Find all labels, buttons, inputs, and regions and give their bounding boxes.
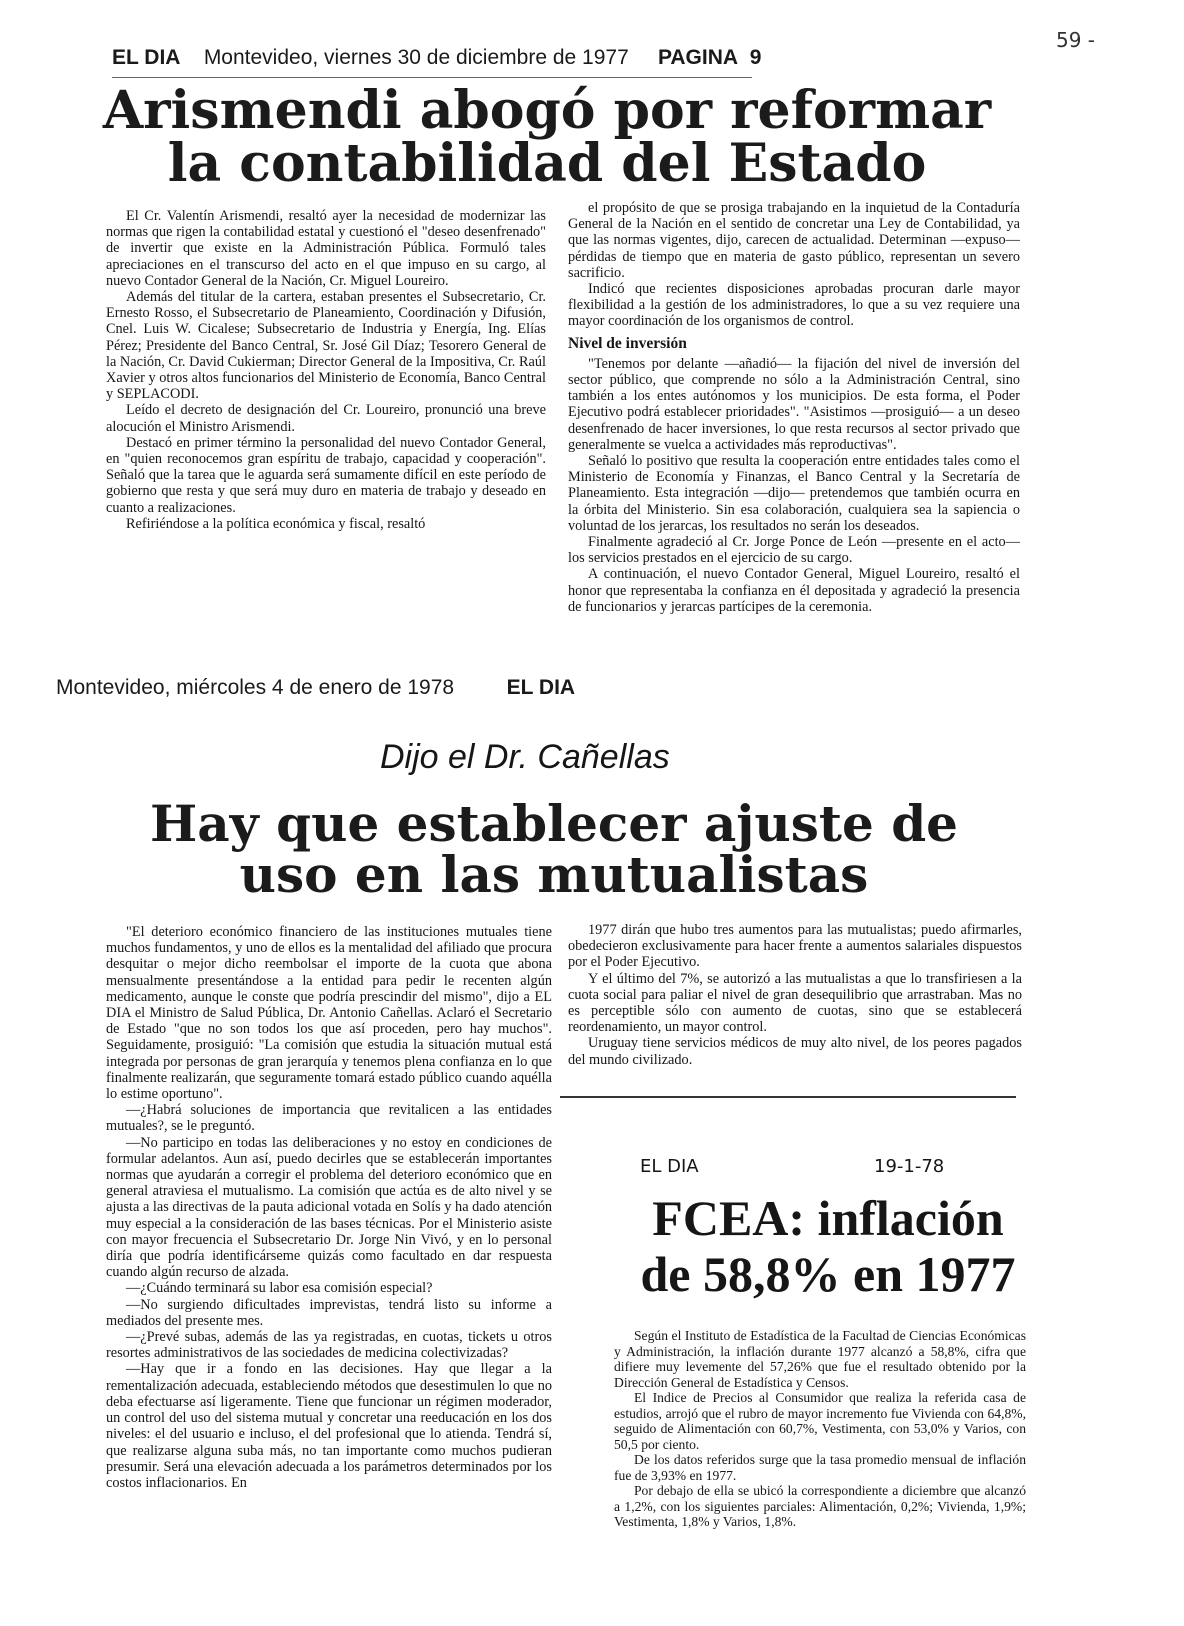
handwritten-date: 19-1-78 bbox=[874, 1156, 945, 1177]
article3-body bbox=[614, 1328, 1026, 1576]
paragraph: Uruguay tiene servicios médicos de muy alto nivel, de los peores pagados del mundo civilizado. bbox=[568, 1035, 1022, 1068]
page-label: PAGINA bbox=[657, 46, 739, 69]
handwritten-note bbox=[640, 1156, 1020, 1177]
paragraph: —¿Habrá soluciones de importancia que revitalicen a las entidades mutuales?, se le preguntó. bbox=[106, 1102, 552, 1135]
paragraph: Señaló lo positivo que resulta la cooperación entre entidades tales como el Ministerio de Economía y Finanzas, el Banco Central y la Secretaría de Planeamiento. Esta integración —dijo— pretendemos que también ocurra en la órbita del Ministerio. Sin esa colaboración, cualquiera sea la sapiencia o voluntad de los jerarcas, los resultados no serán los deseados. bbox=[568, 453, 1020, 534]
paragraph: —No participo en todas las deliberaciones y no estoy en condiciones de formular adelantos. Aun así, puedo decirles que se establecerán importantes normas que ayudarán a corregir el problema del deterioro económico que en general atraviesa el mutualismo. La comisión que actúa es de alto nivel y se ajusta a las directivas de la pauta adicional votada en Solís y ha dado atención muy especial a la consideración de las bases técnicas. Por el Ministerio asiste con mayor frecuencia el Subsecretario Dr. Jorge Nin Vivó, y en lo personal diría que podría identificárseme quizás como facultado en dar respuesta cuando algún recurso de alzada. bbox=[106, 1134, 552, 1281]
paragraph: Finalmente agradeció al Cr. Jorge Ponce de León —presente en el acto— los servicios prestados en el ejercicio de su cargo. bbox=[568, 534, 1020, 567]
paragraph: Destacó en primer término la personalidad del nuevo Contador General, en "quien reconocemos gran espíritu de trabajo, capacidad y cooperación". Señaló que la tarea que le aguarda será sumamente difícil en este período de gobierno que resta y que será muy duro en materia de trabajo y deseado en cuanto a realizaciones. bbox=[106, 434, 546, 516]
paragraph: Refiriéndose a la política económica y fiscal, resaltó bbox=[126, 515, 426, 532]
article1-right-column bbox=[568, 200, 1020, 726]
paragraph: Por debajo de ella se ubicó la correspondiente a diciembre que alcanzó a 1,2%, con los siguientes parciales: Alimentación, 0,2%; Vivienda, 1,9%; Vestimenta, 1,8% y Varios, 1,8%. bbox=[614, 1483, 1026, 1529]
paragraph: El Cr. Valentín Arismendi, resaltó ayer la necesidad de modernizar las normas que rigen la contabilidad estatal y cuestionó el "deseo desenfrenado" de invertir que existe en la Administración Pública. Formuló tales apreciaciones en el transcurso del acto en el que impuso en su cargo, al nuevo Contador General de la Nación, Cr. Miguel Loureiro. bbox=[106, 208, 546, 289]
article2-headline: Hay que establecer ajuste de uso en las mutualistas bbox=[150, 794, 958, 904]
article3-headline: FCEA: inflación de 58,8% en 1977 bbox=[640, 1190, 1016, 1302]
paper-name: EL DIA bbox=[112, 46, 181, 69]
article2-header bbox=[56, 676, 576, 700]
article1-left-column bbox=[106, 208, 546, 588]
paragraph: De los datos referidos surge que la tasa promedio mensual de inflación fue de 3,93% en 1977. bbox=[614, 1452, 1026, 1483]
paper-name: EL DIA bbox=[506, 676, 576, 699]
header-rule bbox=[112, 77, 752, 78]
article1-header bbox=[112, 46, 762, 70]
paragraph: el propósito de que se prosiga trabajando en la inquietud de la Contaduría General de la Nación en el sentido de concretar una Ley de Contabilidad, ya que las normas vigentes, dijo, carecen de actualidad. Determinan —expuso— pérdidas de tiempo que en materia de gasto público, representan un severo sacrificio. bbox=[568, 200, 1020, 281]
paragraph: —Hay que ir a fondo en las decisiones. Hay que llegar a la rementalización adecuada, estableciendo métodos que desestimulen lo que no deba efectuarse así ligeramente. Tiene que funcionar un régimen moderador, un control del uso del sistema mutual y concretar una reeducación en los dos niveles: el del usuario e incluso, el del profesional que lo atienda. Tendrá sí, que realizarse alguna suba más, no tan importante como muchos pudieran presumir. Será una elevación adecuada a los parámetros determinados por los costos inflacionarios. En bbox=[106, 1361, 552, 1491]
article1-headline: Arismendi abogó por reformar la contabilidad del Estado bbox=[102, 80, 992, 195]
paragraph: 1977 dirán que hubo tres aumentos para las mutualistas; puedo afirmarles, obedecieron exclusivamente para hacer frente a aumentos salariales dispuestos por el Poder Ejecutivo. bbox=[568, 922, 1022, 971]
paragraph: Y el último del 7%, se autorizó a las mutualistas a que lo transfiriesen a la cuota social para paliar el nivel de gran desequilibrio que arrastraban. Mas no es perceptible sólo con aumento de cuotas, sino que se establecerá reordenamiento, un mayor control. bbox=[568, 970, 1022, 1036]
subheading: Nivel de inversión bbox=[568, 334, 687, 352]
paragraph: "Tenemos por delante —añadió— la fijación del nivel de inversión del sector público, que comprende no sólo a la Administración Central, sino también a los entes autónomos y los municipios. De esta forma, el Poder Ejecutivo podrá establecer prioridades". "Asistimos —prosiguió— a un deseo desenfrenado de hacer inversiones, lo que resta recursos al sector privado que generalmente se vuelca a actividades más reproductivas". bbox=[568, 355, 1020, 453]
paragraph: Además del titular de la cartera, estaban presentes el Subsecretario, Cr. Ernesto Rosso, el Subsecretario de Planeamiento, Coordinación y Difusión, Cnel. Luis W. Cicalese; Subsecretario de Industria y Energía, Ing. Elías Pérez; Presidente del Banco Central, Sr. José Gil Díaz; Tesorero General de la Nación, Cr. David Cukierman; Director General de la Impositiva, Cr. Raúl Xavier y otros altos funcionarios del Ministerio de Economía, Banco Central y SEPLACODI. bbox=[106, 289, 546, 403]
page-number: 59 - bbox=[1056, 28, 1096, 52]
handwritten-paper: EL DIA bbox=[640, 1156, 699, 1177]
paragraph: Leído el decreto de designación del Cr. Loureiro, pronunció una breve alocución el Ministro Arismendi. bbox=[106, 402, 546, 435]
paragraph: A continuación, el nuevo Contador General, Miguel Loureiro, resaltó el honor que representaba la confianza en él depositada y agradeció la presencia de funcionarios y jerarcas partícipes de la ceremonia. bbox=[568, 566, 1020, 615]
article2-end-rule bbox=[560, 1096, 1016, 1098]
article2-kicker: Dijo el Dr. Cañellas bbox=[380, 738, 670, 776]
paragraph: —No surgiendo dificultades imprevistas, tendrá listo su informe a mediados del presente mes. bbox=[106, 1296, 552, 1329]
dateline: Montevideo, miércoles 4 de enero de 1978 bbox=[56, 676, 455, 699]
dateline: Montevideo, viernes 30 de diciembre de 1977 bbox=[203, 46, 629, 69]
paragraph: "El deterioro económico financiero de las instituciones mutuales tiene muchos fundamentos, y uno de ellos es la mentalidad del afiliado que procura desquitar o mejor dicho reembolsar el importe de la cuota que abona mensualmente presentándose a la entidad para pedir le recenten algún medicamento, aunque le conste que podría prescindir del mismo", dijo a EL DIA el Ministro de Salud Pública, Dr. Antonio Cañellas. Aclaró el Secretario de Estado "que no son todos los que así proceden, pero hay muchos". Seguidamente, prosiguió: "La comisión que estudia la situación mutual está integrada por personas de gran jerarquía y tenemos plena confianza en lo que finalmente realizarán, que seguramente tomará estado público cuando aquélla lo estime oportuno". bbox=[106, 924, 552, 1103]
paragraph: Indicó que recientes disposiciones aprobadas procuran darle mayor flexibilidad a la gestión de los administradores, lo que a su vez requiere una mayor coordinación de los organismos de control. bbox=[568, 281, 1020, 330]
paragraph: Según el Instituto de Estadística de la Facultad de Ciencias Económicas y Administración, la inflación durante 1977 alcanzó a 58,8%, cifra que difiere muy levemente del 57,26% que fue el resultado obtenido por la Dirección General de Estadística y Censos. bbox=[614, 1328, 1026, 1390]
article2-right-column bbox=[568, 922, 1022, 1090]
paragraph: El Indice de Precios al Consumidor que realiza la referida casa de estudios, arrojó que el rubro de mayor incremento fue Vivienda con 64,8%, seguido de Alimentación con 60,7%, Vestimenta, con 53,0% y Varios, con 50,5 por ciento. bbox=[614, 1390, 1026, 1452]
article2-left-column bbox=[106, 924, 552, 1580]
paragraph: —¿Prevé subas, además de las ya registradas, en cuotas, tickets u otros resortes administrativos de las sociedades de medicina colectivizadas? bbox=[106, 1329, 552, 1362]
page-no: 9 bbox=[749, 46, 762, 69]
paragraph: —¿Cuándo terminará su labor esa comisión especial? bbox=[126, 1280, 433, 1297]
